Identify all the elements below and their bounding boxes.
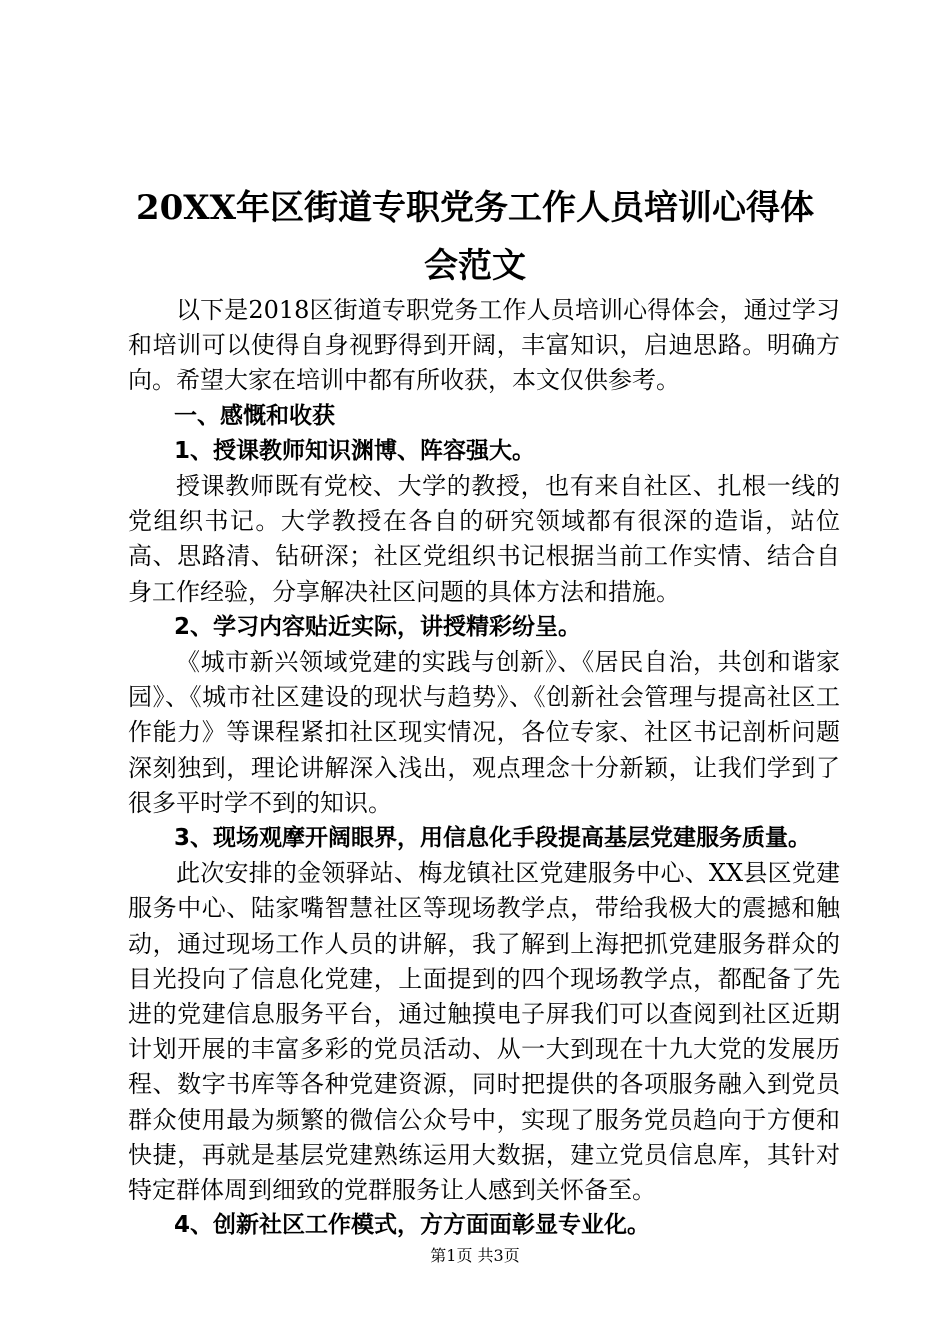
section-heading: 3、现场观摩开阔眼界，用信息化手段提高基层党建服务质量。 [174,825,812,852]
section-heading: 一、感慨和收获 [174,402,335,429]
paragraph: 此次安排的金领驿站、梅龙镇社区党建服务中心、XX县区党建服务中心、陆家嘴智慧社区等现场教学点，带给我极大的震撼和触动，通过现场工作人员的讲解，我了解到上海把抓党建服务群众的目光投向了信息化党建，上面提到的四个现场教学点，都配备了先进的党建信息服务平台，通过触摸电子屏我们可以查阅到社区近期计划开展的丰富多彩的党员活动、从一大到现在十九大党的发展历程、数字书库等各种党建资源，同时把提供的各项服务融入到党员群众使用最为频繁的微信公众号中，实现了服务党员趋向于方便和快捷，再就是基层党建熟练运用大数据，建立党员信息库，其针对特定群体周到细致的党群服务让人感到关怀备至。 [128,859,840,1205]
paragraph: 授课教师既有党校、大学的教授，也有来自社区、扎根一线的党组织书记。大学教授在各自的研究领域都有很深的造诣，站位高、思路清、钻研深；社区党组织书记根据当前工作实情、结合自身工作经验，分享解决社区问题的具体方法和措施。 [128,472,840,606]
document-body [128,293,840,1243]
paragraph: 《城市新兴领域党建的实践与创新》、《居民自治，共创和谐家园》、《城市社区建设的现状与趋势》、《创新社会管理与提高社区工作能力》等课程紧扣社区现实情况，各位专家、社区书记剖析问题深刻独到，理论讲解深入浅出，观点理念十分新颖，让我们学到了很多平时学不到的知识。 [128,648,840,817]
document-title-line1: 20XX年区街道专职党务工作人员培训心得体 [135,188,815,228]
section-heading: 1、授课教师知识渊博、阵容强大。 [174,437,536,464]
paragraph: 以下是2018区街道专职党务工作人员培训心得体会，通过学习和培训可以使得自身视野得到开阔，丰富知识，启迪思路。明确方向。希望大家在培训中都有所收获，本文仅供参考。 [128,296,840,395]
page-footer: 第1页 共3页 [430,1246,520,1265]
document-title-line2: 会范文 [424,246,526,286]
section-heading: 4、创新社区工作模式，方方面面彰显专业化。 [174,1212,651,1239]
section-heading: 2、学习内容贴近实际，讲授精彩纷呈。 [174,613,582,640]
